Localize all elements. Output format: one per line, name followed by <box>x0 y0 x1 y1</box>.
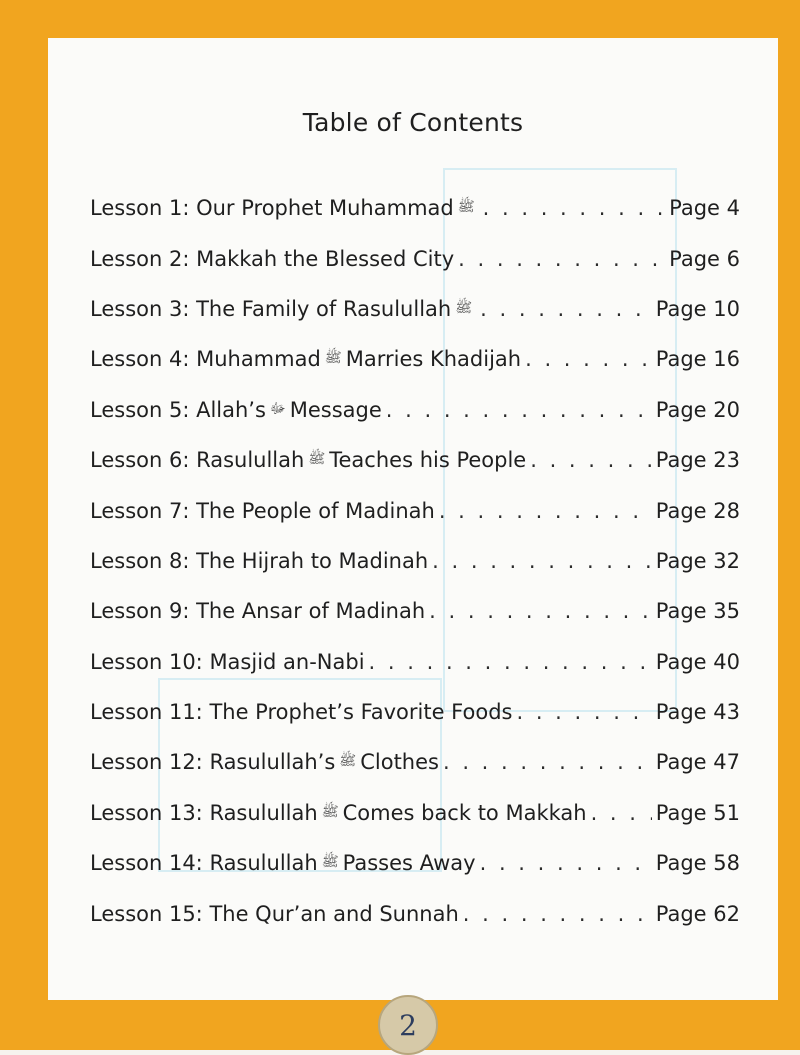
honorific-seal-icon: ﷺ <box>321 803 339 820</box>
dot-leader <box>480 297 652 321</box>
lesson-title-suffix: Clothes <box>360 750 439 775</box>
page-reference: Page 62 <box>655 901 740 926</box>
page-reference: Page 6 <box>669 246 740 271</box>
lesson-title: Lesson 7: The People of Madinah <box>90 498 435 523</box>
orange-border-top <box>0 0 800 38</box>
toc-entry <box>90 888 740 938</box>
toc-entry <box>90 586 740 636</box>
dot-leader <box>432 549 652 573</box>
honorific-seal-icon: ﷺ <box>324 350 342 367</box>
orange-border-right <box>778 0 800 1050</box>
toc-entry <box>90 485 740 535</box>
toc-entry <box>90 536 740 586</box>
honorific-seal-icon: ﷺ <box>455 299 473 316</box>
page-reference: Page 58 <box>655 851 740 876</box>
toc-entry <box>90 233 740 283</box>
dot-leader <box>530 448 652 472</box>
toc-entry <box>90 183 740 233</box>
table-of-contents <box>90 183 740 939</box>
lesson-title: Lesson 9: The Ansar of Madinah <box>90 599 426 624</box>
toc-entry <box>90 284 740 334</box>
lesson-title: Lesson 11: The Prophet’s Favorite Foods <box>90 700 513 725</box>
toc-entry <box>90 385 740 435</box>
lesson-title: Lesson 13: Rasulullah <box>90 800 318 825</box>
lesson-title-suffix: Comes back to Makkah <box>342 800 587 825</box>
page-reference: Page 4 <box>669 196 740 221</box>
page-number-badge: 2 <box>378 995 438 1055</box>
lesson-title: Lesson 14: Rasulullah <box>90 851 318 876</box>
page-reference: Page 47 <box>655 750 740 775</box>
lesson-title-suffix: Teaches his People <box>329 448 527 473</box>
lesson-title: Lesson 3: The Family of Rasulullah <box>90 296 452 321</box>
lesson-title: Lesson 8: The Hijrah to Madinah <box>90 548 429 573</box>
page-reference: Page 32 <box>655 548 740 573</box>
page-reference: Page 23 <box>655 448 740 473</box>
honorific-seal-icon: ﷺ <box>457 199 475 216</box>
toc-entry <box>90 637 740 687</box>
page-reference: Page 40 <box>655 649 740 674</box>
honorific-seal-icon: ﷺ <box>321 854 339 871</box>
page-reference: Page 43 <box>655 700 740 725</box>
toc-entry <box>90 435 740 485</box>
lesson-title-suffix: Passes Away <box>342 851 476 876</box>
page-content <box>48 38 778 1000</box>
honorific-seal-icon: ﷻ <box>269 400 286 417</box>
dot-leader <box>386 398 652 422</box>
page-title: Table of Contents <box>302 108 524 137</box>
honorific-seal-icon: ﷺ <box>339 753 357 770</box>
dot-leader <box>443 750 652 774</box>
dot-leader <box>525 347 652 371</box>
lesson-title: Lesson 4: Muhammad <box>90 347 321 372</box>
lesson-title: Lesson 12: Rasulullah’s <box>90 750 336 775</box>
lesson-title: Lesson 10: Masjid an-Nabi <box>90 649 365 674</box>
toc-entry <box>90 687 740 737</box>
dot-leader <box>369 650 652 674</box>
lesson-title: Lesson 15: The Qur’an and Sunnah <box>90 901 459 926</box>
lesson-title-suffix: Marries Khadijah <box>345 347 522 372</box>
lesson-title: Lesson 2: Makkah the Blessed City <box>90 246 455 271</box>
toc-entry <box>90 838 740 888</box>
orange-border-left <box>0 0 48 1050</box>
page-reference: Page 20 <box>655 397 740 422</box>
dot-leader <box>458 247 665 271</box>
page-reference: Page 16 <box>655 347 740 372</box>
page-reference: Page 10 <box>655 296 740 321</box>
toc-entry <box>90 737 740 787</box>
dot-leader <box>429 599 652 623</box>
dot-leader <box>483 196 665 220</box>
dot-leader <box>516 700 651 724</box>
lesson-title: Lesson 1: Our Prophet Muhammad <box>90 196 454 221</box>
toc-entry <box>90 334 740 384</box>
dot-leader <box>463 902 652 926</box>
lesson-title: Lesson 6: Rasulullah <box>90 448 305 473</box>
dot-leader <box>591 801 652 825</box>
lesson-title: Lesson 5: Allah’s <box>90 397 266 422</box>
page-reference: Page 35 <box>655 599 740 624</box>
dot-leader <box>480 851 652 875</box>
toc-entry <box>90 788 740 838</box>
dot-leader <box>439 499 652 523</box>
honorific-seal-icon: ﷺ <box>308 451 326 468</box>
page-reference: Page 51 <box>655 800 740 825</box>
lesson-title-suffix: Message <box>289 397 382 422</box>
page-reference: Page 28 <box>655 498 740 523</box>
